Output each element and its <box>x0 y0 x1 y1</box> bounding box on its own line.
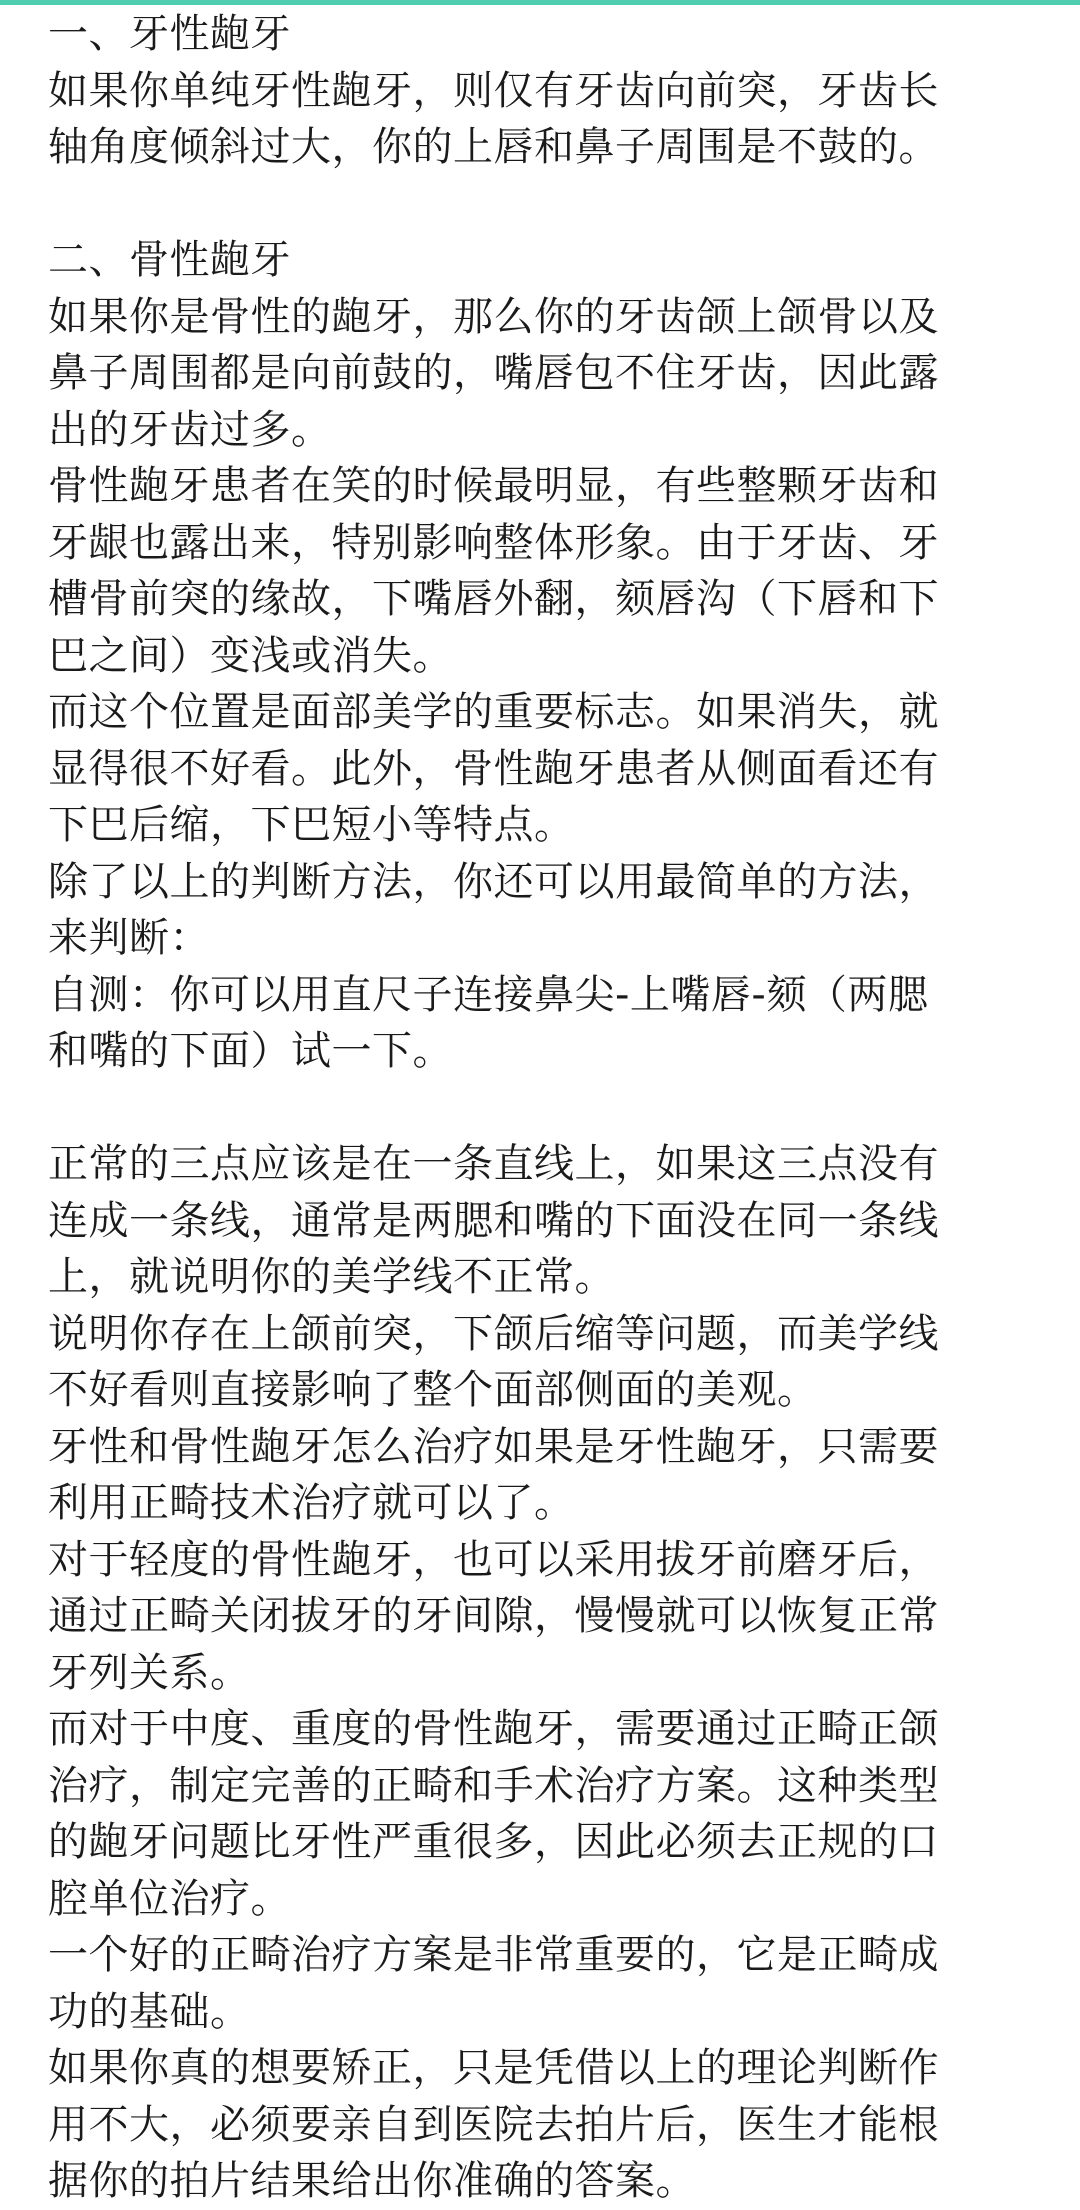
article-body <box>48 6 1048 2210</box>
text-line: 说明你存在上颌前突，下颌后缩等问题，而美学线 <box>48 1310 939 1357</box>
text-line: 自测：你可以用直尺子连接鼻尖-上嘴唇-颏（两腮 <box>48 971 929 1018</box>
text-line: 鼻子周围都是向前鼓的，嘴唇包不住牙齿，因此露 <box>48 350 939 396</box>
text-line: 据你的拍片结果给出你准确的答案。 <box>48 2158 696 2204</box>
text-line: 如果你单纯牙性龅牙，则仅有牙齿向前突，牙齿长 <box>48 67 939 114</box>
text-line: 而这个位置是面部美学的重要标志。如果消失，就 <box>48 689 939 735</box>
section-heading-dental: 一、牙性龅牙 <box>48 11 291 57</box>
blank-line <box>48 1080 1048 1137</box>
text-line: 连成一条线，通常是两腮和嘴的下面没在同一条线 <box>48 1197 939 1244</box>
text-line: 治疗，制定完善的正畸和手术治疗方案。这种类型 <box>48 1762 939 1809</box>
text-line: 牙列关系。 <box>48 1649 251 1696</box>
section-heading-skeletal: 二、骨性龅牙 <box>48 237 291 283</box>
text-line: 的龅牙问题比牙性严重很多，因此必须去正规的口 <box>48 1819 939 1865</box>
text-line: 一个好的正畸治疗方案是非常重要的，它是正畸成 <box>48 1932 939 1978</box>
text-line: 正常的三点应该是在一条直线上，如果这三点没有 <box>48 1141 939 1187</box>
text-line: 通过正畸关闭拔牙的牙间隙，慢慢就可以恢复正常 <box>48 1593 939 1639</box>
text-line: 牙性和骨性龅牙怎么治疗如果是牙性龅牙，只需要 <box>48 1423 939 1470</box>
text-line: 显得很不好看。此外，骨性龅牙患者从侧面看还有 <box>48 745 939 792</box>
text-line: 来判断： <box>48 915 210 961</box>
text-line: 骨性龅牙患者在笑的时候最明显，有些整颗牙齿和 <box>48 463 939 509</box>
text-line: 和嘴的下面）试一下。 <box>48 1028 453 1074</box>
text-line: 出的牙齿过多。 <box>48 406 332 453</box>
blank-line <box>48 176 1048 233</box>
text-line: 如果你是骨性的龅牙，那么你的牙齿颌上颌骨以及 <box>48 293 939 340</box>
text-line: 不好看则直接影响了整个面部侧面的美观。 <box>48 1367 818 1413</box>
top-accent-bar <box>0 0 1080 5</box>
text-line: 而对于中度、重度的骨性龅牙，需要通过正畸正颌 <box>48 1706 939 1752</box>
text-line: 槽骨前突的缘故，下嘴唇外翻，颏唇沟（下唇和下 <box>48 576 939 622</box>
text-line: 功的基础。 <box>48 1988 251 2035</box>
text-line: 利用正畸技术治疗就可以了。 <box>48 1480 575 1526</box>
text-line: 用不大，必须要亲自到医院去拍片后，医生才能根 <box>48 2101 939 2148</box>
text-line: 除了以上的判断方法，你还可以用最简单的方法， <box>48 858 939 905</box>
text-line: 腔单位治疗。 <box>48 1875 291 1922</box>
text-line: 轴角度倾斜过大，你的上唇和鼻子周围是不鼓的。 <box>48 124 939 170</box>
text-line: 上，就说明你的美学线不正常。 <box>48 1254 615 1300</box>
text-line: 牙龈也露出来，特别影响整体形象。由于牙齿、牙 <box>48 519 939 566</box>
text-line: 对于轻度的骨性龅牙，也可以采用拔牙前磨牙后， <box>48 1536 939 1583</box>
text-line: 如果你真的想要矫正，只是凭借以上的理论判断作 <box>48 2045 939 2091</box>
text-line: 巴之间）变浅或消失。 <box>48 632 453 679</box>
text-line: 下巴后缩，下巴短小等特点。 <box>48 802 575 848</box>
